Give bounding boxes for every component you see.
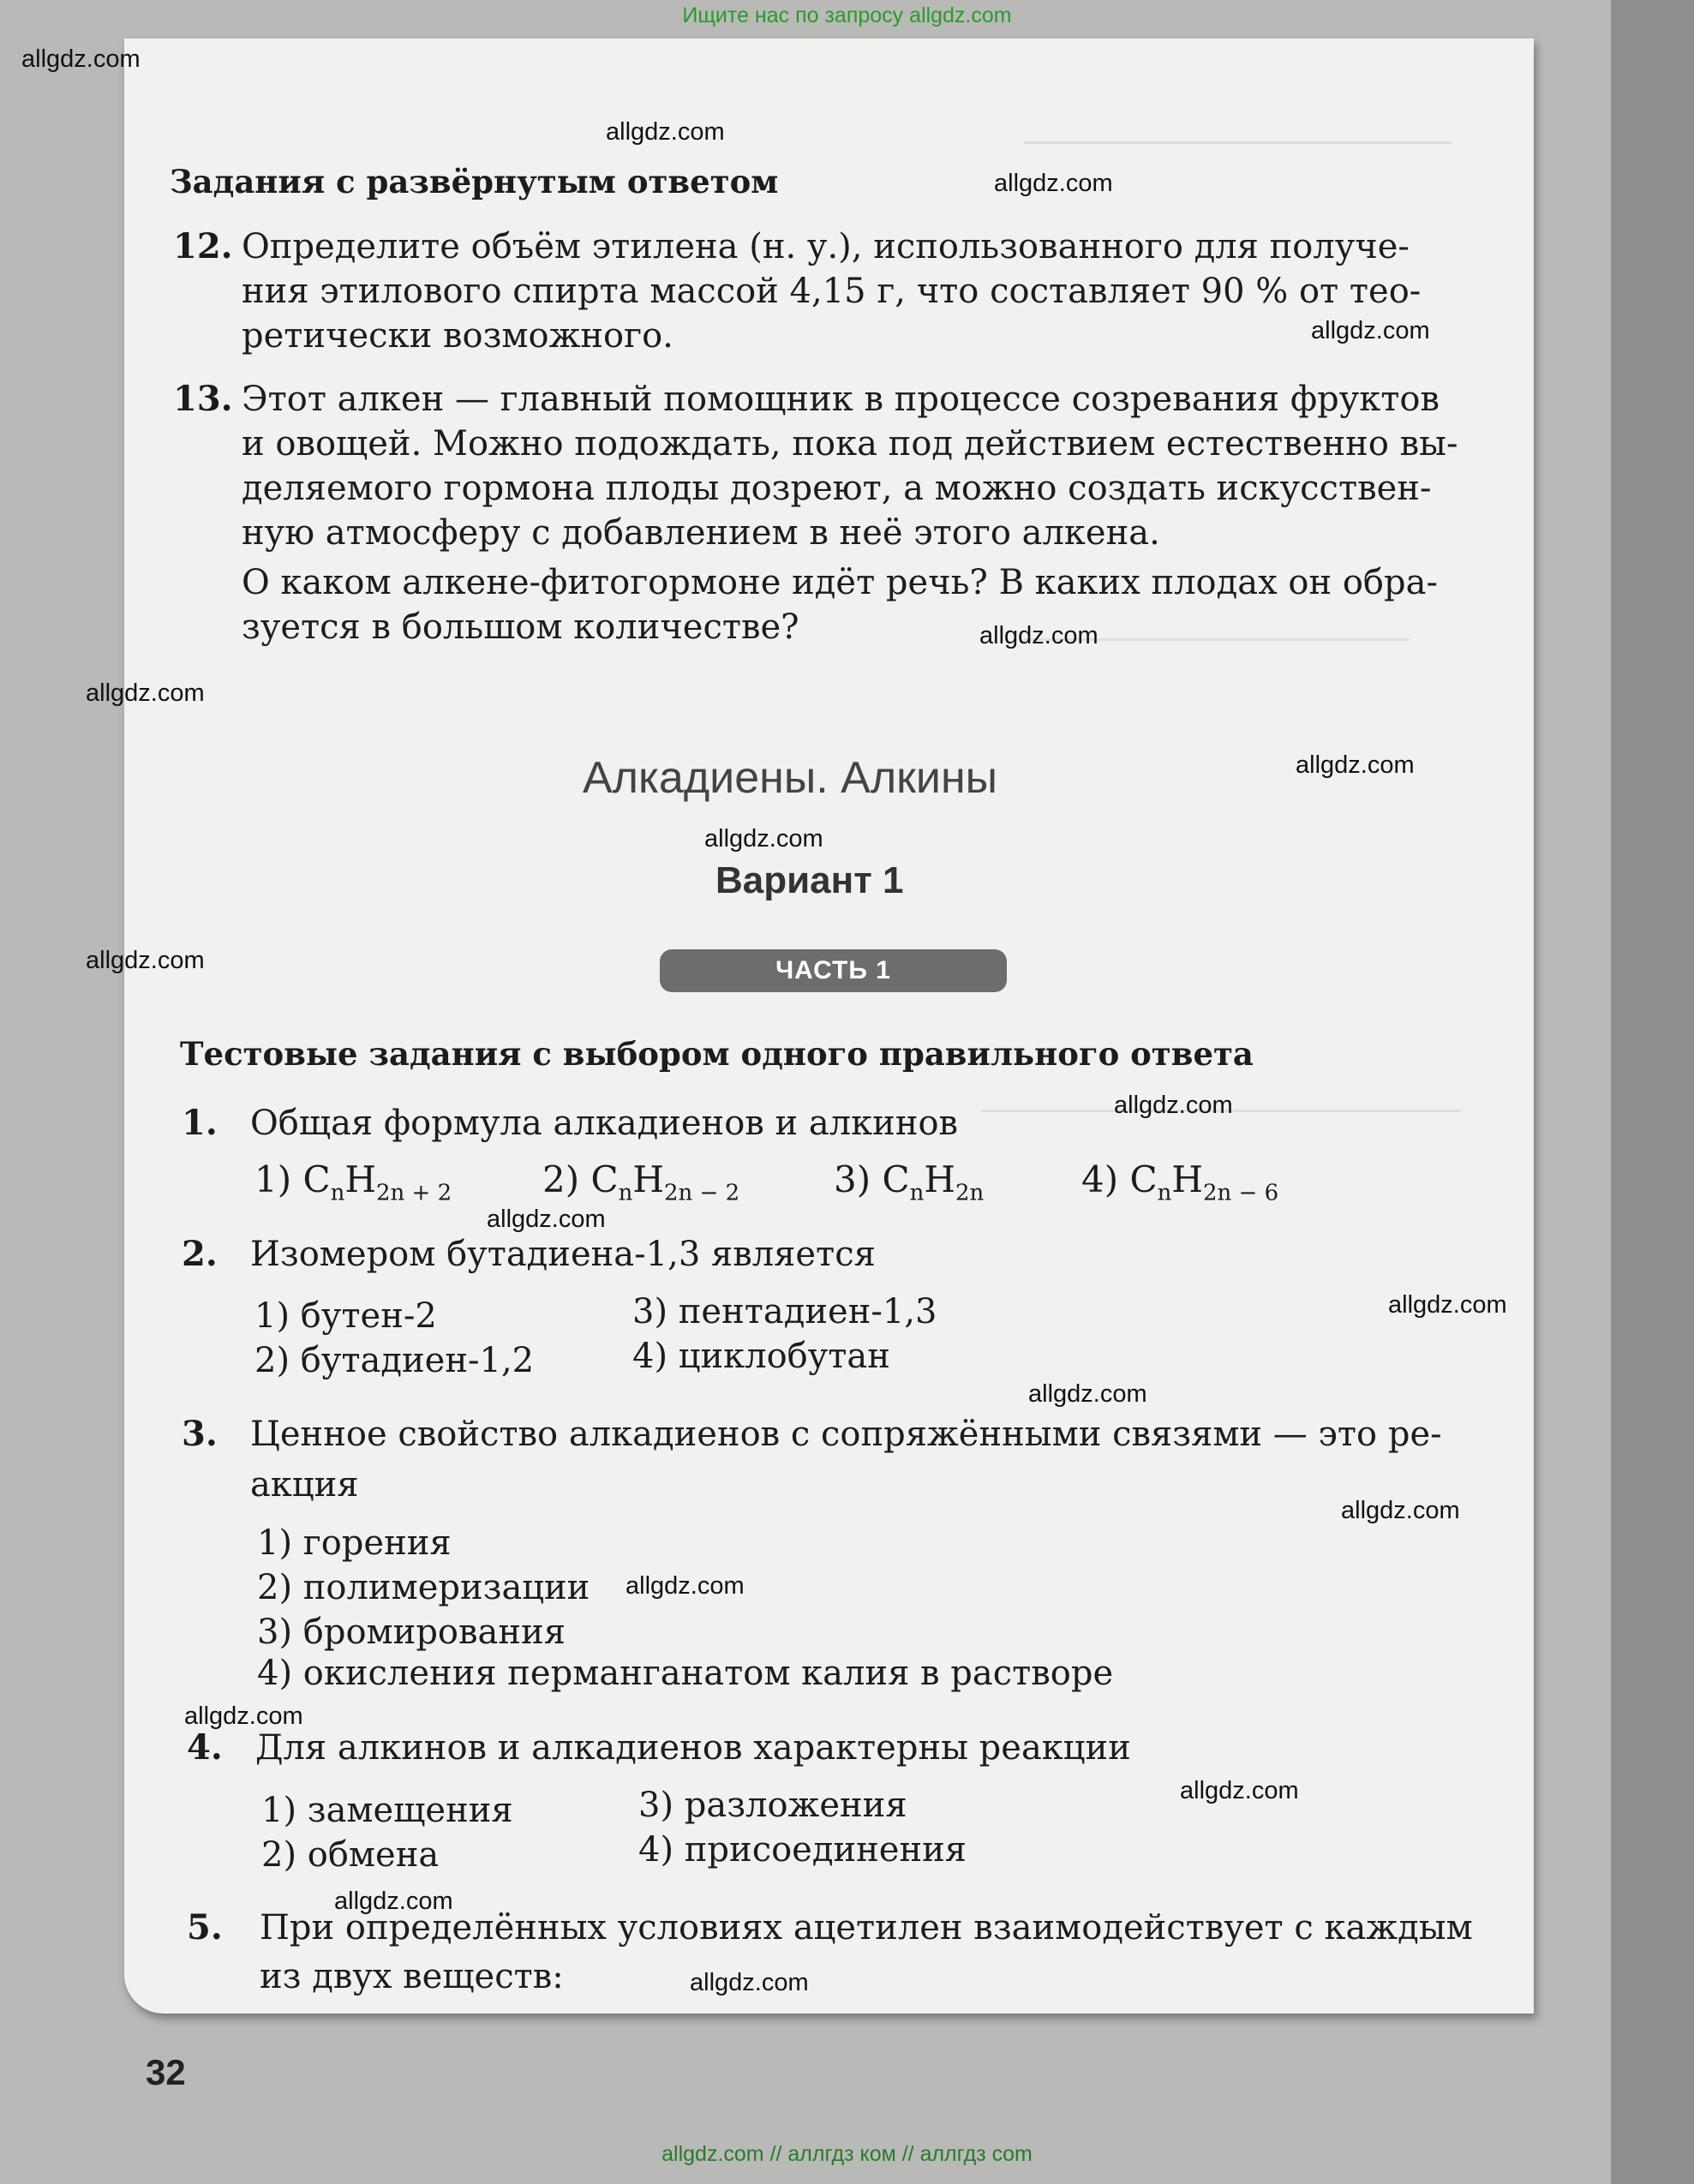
option-label: 4) C — [1081, 1158, 1158, 1200]
subscript: n — [330, 1180, 345, 1206]
question-text: Изомером бутадиена-1,3 является — [250, 1235, 876, 1274]
question-number: 1. — [182, 1103, 218, 1143]
task-line: и овощей. Можно подождать, пока под действием естественно вы- — [242, 424, 1458, 464]
option-label: 3) C — [834, 1158, 910, 1200]
answer-option[interactable]: 1) бутен-2 — [254, 1296, 437, 1336]
watermark: allgdz.com — [86, 679, 205, 707]
watermark: allgdz.com — [1341, 1497, 1460, 1524]
answer-option[interactable]: 4) циклобутан — [632, 1337, 890, 1376]
watermark: allgdz.com — [334, 1888, 453, 1915]
answer-option[interactable]: 4) окисления перманганатом калия в растворе — [257, 1654, 1114, 1693]
watermark: allgdz.com — [994, 170, 1113, 197]
question-text-continued: акция — [250, 1465, 359, 1505]
question-2 — [182, 1234, 876, 1274]
question-3 — [182, 1414, 1442, 1454]
watermark: allgdz.com — [704, 825, 823, 853]
task-line: О каком алкене-фитогормоне идёт речь? В каких плодах он обра- — [242, 563, 1438, 602]
watermark: allgdz.com — [626, 1572, 745, 1600]
task-line: ную атмосферу с добавлением в неё этого алкена. — [242, 513, 1160, 553]
page-number: 32 — [146, 2052, 186, 2092]
answer-option[interactable]: 2) бутадиен-1,2 — [254, 1341, 535, 1380]
task-line: ния этилового спирта массой 4,15 г, что составляет 90 % от тео- — [242, 272, 1422, 311]
bottom-banner[interactable]: allgdz.com // аллгдз ком // аллгдз com — [661, 2142, 1033, 2166]
answer-option[interactable] — [254, 1158, 452, 1206]
bleed-through — [1024, 141, 1452, 144]
option-label: H — [1171, 1158, 1203, 1200]
watermark: allgdz.com — [1388, 1291, 1507, 1319]
subscript: n — [1157, 1180, 1172, 1206]
answer-option[interactable]: 3) бромирования — [257, 1613, 566, 1652]
answer-option[interactable] — [542, 1158, 739, 1206]
watermark: allgdz.com — [606, 118, 725, 146]
answer-option[interactable]: 3) разложения — [638, 1786, 907, 1825]
watermark: allgdz.com — [487, 1206, 606, 1233]
variant-title: Вариант 1 — [715, 859, 904, 901]
subscript: 2n − 2 — [663, 1180, 740, 1206]
option-label: H — [924, 1158, 955, 1200]
task-number: 13. — [173, 379, 233, 419]
question-number: 4. — [187, 1727, 223, 1768]
watermark: allgdz.com — [1311, 317, 1430, 344]
option-label: 2) C — [542, 1158, 619, 1200]
answer-option[interactable] — [834, 1158, 984, 1206]
task-line: деляемого гормона плоды дозреют, а можно создать искусствен- — [242, 469, 1432, 508]
question-text-continued: из двух веществ: — [260, 1957, 564, 1996]
watermark: allgdz.com — [1114, 1092, 1233, 1119]
question-text: Для алкинов и алкадиенов характерны реакции — [255, 1728, 1131, 1768]
answer-option[interactable]: 2) обмена — [261, 1835, 440, 1875]
question-text: Общая формула алкадиенов и алкинов — [250, 1104, 959, 1143]
question-text: Ценное свойство алкадиенов с сопряжёнными связями — это ре- — [250, 1415, 1442, 1454]
question-number: 5. — [187, 1907, 223, 1948]
question-number: 2. — [182, 1234, 218, 1274]
watermark: allgdz.com — [1028, 1380, 1147, 1408]
task-line: Определите объём этилена (н. у.), использованного для получе- — [242, 227, 1410, 266]
watermark: allgdz.com — [86, 947, 205, 974]
part-badge: ЧАСТЬ 1 — [660, 949, 1007, 992]
answer-option[interactable] — [1081, 1158, 1278, 1206]
subscript: 2n + 2 — [375, 1180, 452, 1206]
top-banner[interactable]: Ищите нас по запросу allgdz.com — [682, 3, 1012, 27]
question-text: При определённых условиях ацетилен взаимодействует с каждым — [260, 1908, 1473, 1948]
answer-option[interactable]: 1) замещения — [261, 1791, 513, 1830]
answer-option[interactable]: 4) присоединения — [638, 1830, 967, 1870]
watermark: allgdz.com — [690, 1969, 809, 1996]
task-line: Этот алкен — главный помощник в процессе созревания фруктов — [242, 380, 1440, 419]
task-line: ретически возможного. — [242, 316, 673, 356]
question-number: 3. — [182, 1414, 218, 1454]
option-label: H — [344, 1158, 376, 1200]
subscript: n — [909, 1180, 925, 1206]
section-heading-extended: Задания с развёрнутым ответом — [170, 163, 779, 200]
subscript: 2n — [955, 1180, 985, 1206]
option-label: H — [632, 1158, 664, 1200]
question-1 — [182, 1103, 958, 1143]
chapter-title: Алкадиены. Алкины — [583, 753, 998, 803]
task-12 — [173, 224, 1422, 358]
watermark: allgdz.com — [1180, 1777, 1299, 1804]
option-label: 1) C — [254, 1158, 331, 1200]
answer-option[interactable]: 2) полимеризации — [257, 1568, 590, 1607]
answer-option[interactable]: 3) пентадиен-1,3 — [632, 1292, 937, 1331]
task-line: зуется в большом количестве? — [242, 607, 799, 647]
watermark: allgdz.com — [184, 1702, 303, 1730]
watermark: allgdz.com — [979, 622, 1098, 649]
watermark: allgdz.com — [21, 45, 141, 73]
adjacent-page-edge — [1611, 0, 1694, 2184]
section-heading-tests: Тестовые задания с выбором одного правильного ответа — [180, 1035, 1254, 1073]
question-4 — [187, 1727, 1131, 1768]
subscript: n — [618, 1180, 633, 1206]
watermark: allgdz.com — [1296, 751, 1415, 779]
subscript: 2n − 6 — [1202, 1180, 1279, 1206]
task-13 — [173, 377, 1458, 649]
answer-option[interactable]: 1) горения — [257, 1523, 452, 1563]
task-number: 12. — [173, 226, 233, 266]
